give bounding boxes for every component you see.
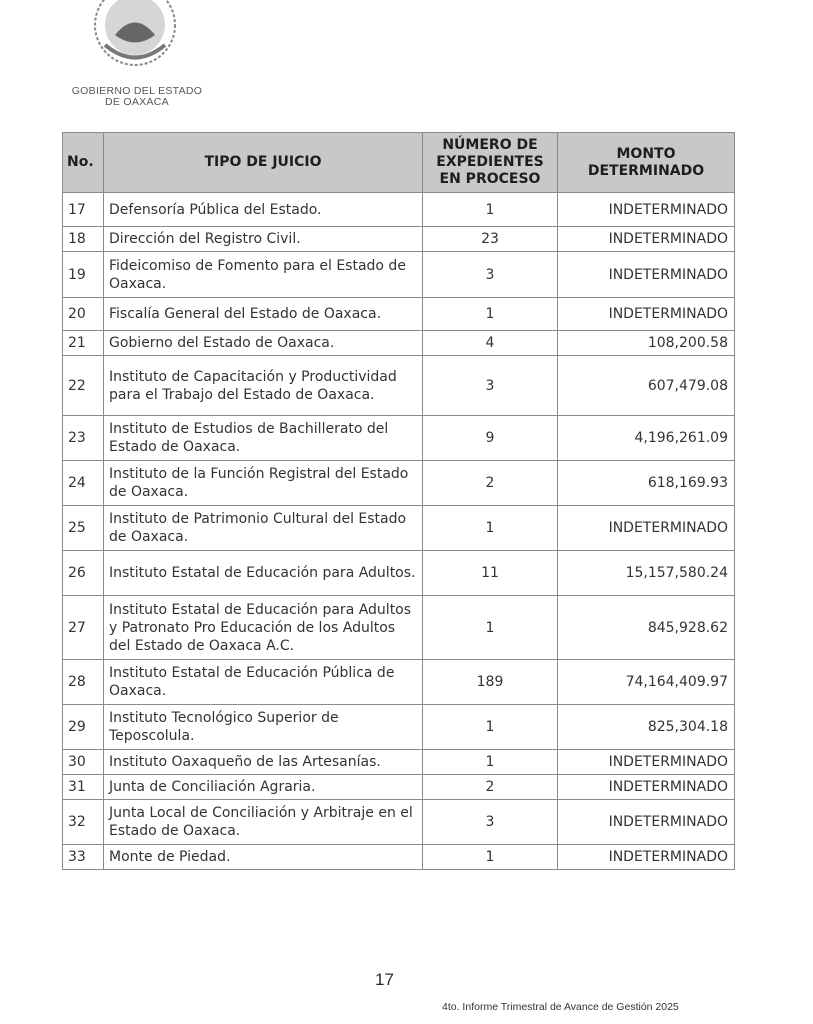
column-header-expedientes: NÚMERO DE EXPEDIENTES EN PROCESO bbox=[423, 133, 558, 193]
row-number: 22 bbox=[63, 356, 104, 416]
row-number: 25 bbox=[63, 506, 104, 551]
row-number: 31 bbox=[63, 775, 104, 800]
expedientes-count: 1 bbox=[423, 298, 558, 331]
monto-amount: INDETERMINADO bbox=[558, 750, 735, 775]
monto-amount: INDETERMINADO bbox=[558, 193, 735, 227]
report-title: 4to. Informe Trimestral de Avance de Gestión 2025 bbox=[442, 1001, 679, 1013]
tipo-juicio-cell: Instituto de Patrimonio Cultural del Estado de Oaxaca. bbox=[104, 506, 423, 551]
row-number: 17 bbox=[63, 193, 104, 227]
expedientes-count: 4 bbox=[423, 331, 558, 356]
table-row bbox=[63, 416, 735, 461]
expedientes-count: 11 bbox=[423, 551, 558, 596]
row-number: 21 bbox=[63, 331, 104, 356]
tipo-juicio-cell: Monte de Piedad. bbox=[104, 845, 423, 870]
monto-amount: 825,304.18 bbox=[558, 705, 735, 750]
row-number: 29 bbox=[63, 705, 104, 750]
tipo-juicio-cell: Instituto Estatal de Educación para Adultos. bbox=[104, 551, 423, 596]
monto-amount: 4,196,261.09 bbox=[558, 416, 735, 461]
column-header-monto: MONTO DETERMINADO bbox=[558, 133, 735, 193]
table-row bbox=[63, 227, 735, 252]
table-header-row bbox=[63, 133, 735, 193]
tipo-juicio-cell: Gobierno del Estado de Oaxaca. bbox=[104, 331, 423, 356]
tipo-juicio-cell: Instituto de Capacitación y Productividad para el Trabajo del Estado de Oaxaca. bbox=[104, 356, 423, 416]
expedientes-count: 1 bbox=[423, 845, 558, 870]
tipo-juicio-cell: Dirección del Registro Civil. bbox=[104, 227, 423, 252]
page-number: 17 bbox=[375, 970, 394, 989]
tipo-juicio-cell: Instituto Tecnológico Superior de Teposcolula. bbox=[104, 705, 423, 750]
monto-amount: INDETERMINADO bbox=[558, 298, 735, 331]
row-number: 24 bbox=[63, 461, 104, 506]
table-row bbox=[63, 193, 735, 227]
table-row bbox=[63, 705, 735, 750]
expedientes-count: 3 bbox=[423, 356, 558, 416]
tipo-juicio-cell: Instituto Estatal de Educación para Adultos y Patronato Pro Educación de los Adultos del Estado de Oaxaca A.C. bbox=[104, 596, 423, 660]
table-row bbox=[63, 356, 735, 416]
organization-line2: DE OAXACA bbox=[105, 96, 169, 108]
table-row bbox=[63, 551, 735, 596]
monto-amount: INDETERMINADO bbox=[558, 252, 735, 298]
monto-amount: INDETERMINADO bbox=[558, 800, 735, 845]
monto-amount: 618,169.93 bbox=[558, 461, 735, 506]
table-row bbox=[63, 750, 735, 775]
row-number: 30 bbox=[63, 750, 104, 775]
expedientes-count: 1 bbox=[423, 750, 558, 775]
tipo-juicio-cell: Instituto de Estudios de Bachillerato del Estado de Oaxaca. bbox=[104, 416, 423, 461]
tipo-juicio-cell: Instituto de la Función Registral del Estado de Oaxaca. bbox=[104, 461, 423, 506]
table-row bbox=[63, 298, 735, 331]
monto-amount: 845,928.62 bbox=[558, 596, 735, 660]
tipo-juicio-cell: Fideicomiso de Fomento para el Estado de Oaxaca. bbox=[104, 252, 423, 298]
expedientes-count: 9 bbox=[423, 416, 558, 461]
lawsuits-table bbox=[62, 132, 735, 870]
expedientes-count: 1 bbox=[423, 506, 558, 551]
row-number: 32 bbox=[63, 800, 104, 845]
row-number: 33 bbox=[63, 845, 104, 870]
row-number: 23 bbox=[63, 416, 104, 461]
row-number: 26 bbox=[63, 551, 104, 596]
row-number: 28 bbox=[63, 660, 104, 705]
monto-amount: 74,164,409.97 bbox=[558, 660, 735, 705]
expedientes-count: 2 bbox=[423, 775, 558, 800]
expedientes-count: 2 bbox=[423, 461, 558, 506]
monto-amount: INDETERMINADO bbox=[558, 845, 735, 870]
row-number: 18 bbox=[63, 227, 104, 252]
table-row bbox=[63, 775, 735, 800]
table-row bbox=[63, 845, 735, 870]
tipo-juicio-cell: Instituto Oaxaqueño de las Artesanías. bbox=[104, 750, 423, 775]
tipo-juicio-cell: Junta de Conciliación Agraria. bbox=[104, 775, 423, 800]
expedientes-count: 189 bbox=[423, 660, 558, 705]
row-number: 27 bbox=[63, 596, 104, 660]
table-row bbox=[63, 596, 735, 660]
expedientes-count: 3 bbox=[423, 252, 558, 298]
table-row bbox=[63, 800, 735, 845]
table-row bbox=[63, 660, 735, 705]
row-number: 20 bbox=[63, 298, 104, 331]
expedientes-count: 23 bbox=[423, 227, 558, 252]
organization-name bbox=[64, 86, 210, 108]
tipo-juicio-cell: Fiscalía General del Estado de Oaxaca. bbox=[104, 298, 423, 331]
monto-amount: INDETERMINADO bbox=[558, 506, 735, 551]
tipo-juicio-cell: Defensoría Pública del Estado. bbox=[104, 193, 423, 227]
table-row bbox=[63, 506, 735, 551]
expedientes-count: 1 bbox=[423, 705, 558, 750]
column-header-no: No. bbox=[63, 133, 104, 193]
organization-line1: GOBIERNO DEL ESTADO bbox=[71, 85, 203, 97]
monto-amount: 607,479.08 bbox=[558, 356, 735, 416]
tipo-juicio-cell: Instituto Estatal de Educación Pública de Oaxaca. bbox=[104, 660, 423, 705]
coat-of-arms-icon bbox=[80, 0, 190, 70]
monto-amount: 108,200.58 bbox=[558, 331, 735, 356]
column-header-tipo-juicio: TIPO DE JUICIO bbox=[104, 133, 423, 193]
expedientes-count: 1 bbox=[423, 596, 558, 660]
monto-amount: 15,157,580.24 bbox=[558, 551, 735, 596]
monto-amount: INDETERMINADO bbox=[558, 227, 735, 252]
expedientes-count: 3 bbox=[423, 800, 558, 845]
table-row bbox=[63, 331, 735, 356]
monto-amount: INDETERMINADO bbox=[558, 775, 735, 800]
row-number: 19 bbox=[63, 252, 104, 298]
tipo-juicio-cell: Junta Local de Conciliación y Arbitraje en el Estado de Oaxaca. bbox=[104, 800, 423, 845]
expedientes-count: 1 bbox=[423, 193, 558, 227]
table-row bbox=[63, 461, 735, 506]
table-row bbox=[63, 252, 735, 298]
